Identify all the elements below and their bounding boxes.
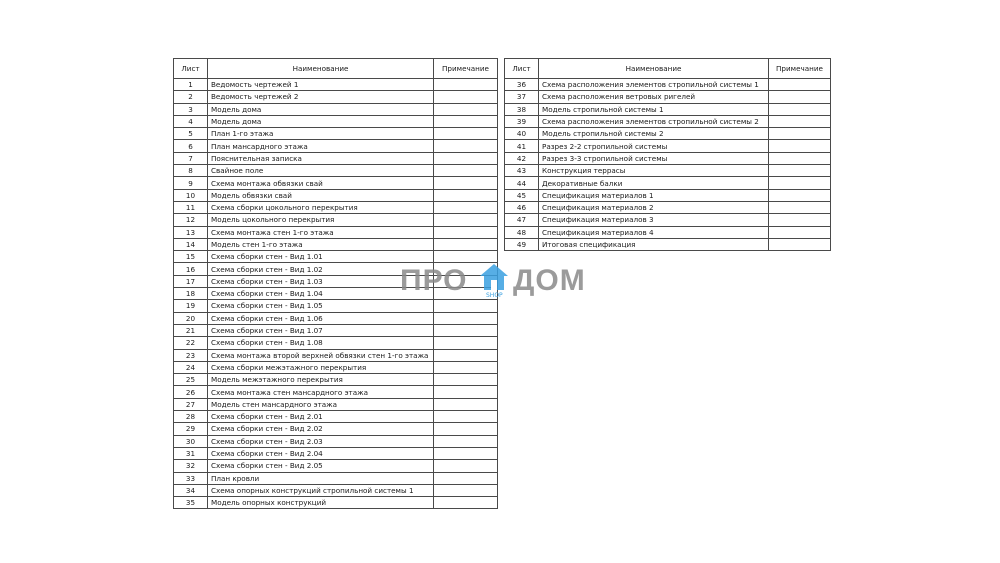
table-row <box>174 103 498 115</box>
sheet-number-cell: 13 <box>174 226 208 238</box>
table-row <box>505 238 831 250</box>
sheet-name-cell: Схема сборки межэтажного перекрытия <box>208 361 434 373</box>
sheet-name-cell: Декоративные балки <box>539 177 769 189</box>
note-cell <box>769 238 831 250</box>
table-row <box>174 435 498 447</box>
note-cell <box>769 115 831 127</box>
sheet-name-cell: Модель стропильной системы 1 <box>539 103 769 115</box>
sheet-number-cell: 25 <box>174 374 208 386</box>
sheet-number-cell: 7 <box>174 152 208 164</box>
sheet-number-cell: 38 <box>505 103 539 115</box>
table-row <box>505 79 831 91</box>
note-cell <box>434 201 498 213</box>
sheet-number-cell: 18 <box>174 288 208 300</box>
note-cell <box>434 447 498 459</box>
sheet-number-cell: 27 <box>174 398 208 410</box>
sheet-number-cell: 29 <box>174 423 208 435</box>
note-cell <box>769 152 831 164</box>
table-row <box>174 214 498 226</box>
logo-word-dom: ДОМ <box>513 264 586 297</box>
table-row <box>174 226 498 238</box>
table-row <box>174 484 498 496</box>
note-cell <box>434 103 498 115</box>
prodom-watermark-logo <box>400 262 600 302</box>
logo-word-pro: ПРО <box>400 264 468 297</box>
sheet-name-cell: План кровли <box>208 472 434 484</box>
table-header-row <box>505 59 831 79</box>
note-cell <box>769 79 831 91</box>
sheet-number-cell: 42 <box>505 152 539 164</box>
sheet-number-cell: 14 <box>174 238 208 250</box>
sheet-number-cell: 22 <box>174 337 208 349</box>
note-cell <box>769 177 831 189</box>
sheet-number-cell: 32 <box>174 460 208 472</box>
sheet-name-cell: Модель опорных конструкций <box>208 497 434 509</box>
note-cell <box>434 324 498 336</box>
sheet-number-cell: 49 <box>505 238 539 250</box>
sheet-name-cell: Схема расположения элементов стропильной системы 1 <box>539 79 769 91</box>
note-cell <box>434 349 498 361</box>
table-row <box>174 411 498 423</box>
note-cell <box>434 312 498 324</box>
sheet-number-cell: 2 <box>174 91 208 103</box>
note-cell <box>434 189 498 201</box>
table-row <box>174 201 498 213</box>
sheet-number-cell: 46 <box>505 201 539 213</box>
note-cell <box>769 103 831 115</box>
sheet-name-cell: Схема монтажа стен мансардного этажа <box>208 386 434 398</box>
note-cell <box>434 411 498 423</box>
table-row <box>505 165 831 177</box>
table-row <box>174 189 498 201</box>
sheet-number-cell: 45 <box>505 189 539 201</box>
sheet-name-cell: Модель дома <box>208 103 434 115</box>
sheet-number-cell: 23 <box>174 349 208 361</box>
table-row <box>505 115 831 127</box>
note-cell <box>434 460 498 472</box>
note-cell <box>434 374 498 386</box>
sheet-number-cell: 48 <box>505 226 539 238</box>
note-cell <box>434 152 498 164</box>
logo-subtitle: SHOP <box>486 292 503 299</box>
table-row <box>505 128 831 140</box>
sheet-name-cell: Модель межэтажного перекрытия <box>208 374 434 386</box>
sheet-name-cell: Спецификация материалов 4 <box>539 226 769 238</box>
sheet-name-cell: Разрез 2-2 стропильной системы <box>539 140 769 152</box>
table-row <box>174 238 498 250</box>
table-row <box>174 324 498 336</box>
table-row <box>174 472 498 484</box>
house-icon <box>478 262 510 294</box>
note-cell <box>434 386 498 398</box>
sheet-name-cell: Схема сборки стен - Вид 1.01 <box>208 251 434 263</box>
sheet-number-cell: 11 <box>174 201 208 213</box>
table-row <box>505 177 831 189</box>
table-row <box>174 177 498 189</box>
sheet-name-cell: Модель дома <box>208 115 434 127</box>
note-cell <box>769 214 831 226</box>
sheet-number-cell: 20 <box>174 312 208 324</box>
sheet-number-cell: 5 <box>174 128 208 140</box>
sheet-name-cell: Схема сборки стен - Вид 2.01 <box>208 411 434 423</box>
table-row <box>174 152 498 164</box>
sheet-name-cell: Свайное поле <box>208 165 434 177</box>
table-row <box>174 447 498 459</box>
table-row <box>174 91 498 103</box>
note-cell <box>434 337 498 349</box>
table-row <box>505 189 831 201</box>
sheet-name-cell: Ведомость чертежей 2 <box>208 91 434 103</box>
sheet-number-cell: 30 <box>174 435 208 447</box>
sheet-name-cell: Схема расположения элементов стропильной системы 2 <box>539 115 769 127</box>
sheet-number-cell: 44 <box>505 177 539 189</box>
sheet-number-cell: 21 <box>174 324 208 336</box>
table-row <box>174 312 498 324</box>
sheet-name-cell: Схема сборки стен - Вид 1.07 <box>208 324 434 336</box>
note-cell <box>434 435 498 447</box>
sheet-number-cell: 17 <box>174 275 208 287</box>
sheet-name-cell: Схема сборки стен - Вид 1.04 <box>208 288 434 300</box>
note-cell <box>434 128 498 140</box>
sheet-name-cell: Итоговая спецификация <box>539 238 769 250</box>
sheet-name-cell: Схема монтажа второй верхней обвязки стен 1-го этажа <box>208 349 434 361</box>
table-row <box>505 214 831 226</box>
table-row <box>505 103 831 115</box>
note-cell <box>434 361 498 373</box>
sheet-name-cell: Конструкция террасы <box>539 165 769 177</box>
sheet-number-cell: 1 <box>174 79 208 91</box>
note-cell <box>434 214 498 226</box>
note-cell <box>769 165 831 177</box>
note-cell <box>769 140 831 152</box>
header-note: Примечание <box>434 59 498 79</box>
table-row <box>174 386 498 398</box>
sheet-name-cell: Схема монтажа стен 1-го этажа <box>208 226 434 238</box>
sheet-name-cell: Спецификация материалов 2 <box>539 201 769 213</box>
sheet-name-cell: Схема сборки стен - Вид 2.05 <box>208 460 434 472</box>
sheet-number-cell: 8 <box>174 165 208 177</box>
sheet-number-cell: 33 <box>174 472 208 484</box>
sheet-number-cell: 24 <box>174 361 208 373</box>
note-cell <box>434 497 498 509</box>
note-cell <box>434 423 498 435</box>
table-row <box>505 91 831 103</box>
table-row <box>505 201 831 213</box>
sheet-number-cell: 41 <box>505 140 539 152</box>
sheet-number-cell: 16 <box>174 263 208 275</box>
sheet-name-cell: Схема монтажа обвязки свай <box>208 177 434 189</box>
table-row <box>174 115 498 127</box>
sheet-number-cell: 31 <box>174 447 208 459</box>
sheet-name-cell: Модель стропильной системы 2 <box>539 128 769 140</box>
table-row <box>174 140 498 152</box>
note-cell <box>434 484 498 496</box>
header-name: Наименование <box>208 59 434 79</box>
table-row <box>174 79 498 91</box>
sheet-name-cell: Модель стен мансардного этажа <box>208 398 434 410</box>
note-cell <box>769 226 831 238</box>
note-cell <box>769 91 831 103</box>
sheet-number-cell: 6 <box>174 140 208 152</box>
sheet-name-cell: План 1-го этажа <box>208 128 434 140</box>
note-cell <box>434 140 498 152</box>
note-cell <box>769 201 831 213</box>
sheet-number-cell: 9 <box>174 177 208 189</box>
sheet-name-cell: Схема сборки стен - Вид 2.03 <box>208 435 434 447</box>
header-name: Наименование <box>539 59 769 79</box>
sheet-number-cell: 39 <box>505 115 539 127</box>
sheet-number-cell: 28 <box>174 411 208 423</box>
sheet-name-cell: Схема расположения ветровых ригелей <box>539 91 769 103</box>
sheet-name-cell: Схема сборки стен - Вид 1.02 <box>208 263 434 275</box>
sheet-name-cell: Схема сборки стен - Вид 1.08 <box>208 337 434 349</box>
sheet-number-cell: 43 <box>505 165 539 177</box>
table-row <box>174 374 498 386</box>
sheet-name-cell: Ведомость чертежей 1 <box>208 79 434 91</box>
drawings-list-table-right <box>504 58 831 251</box>
table-row <box>174 337 498 349</box>
table-header-row <box>174 59 498 79</box>
note-cell <box>434 177 498 189</box>
sheet-number-cell: 35 <box>174 497 208 509</box>
table-row <box>505 226 831 238</box>
table-body-right <box>505 79 831 251</box>
header-sheet: Лист <box>505 59 539 79</box>
table-row <box>174 361 498 373</box>
table-row <box>174 165 498 177</box>
sheet-name-cell: Схема сборки стен - Вид 1.06 <box>208 312 434 324</box>
note-cell <box>434 398 498 410</box>
sheet-number-cell: 34 <box>174 484 208 496</box>
table-row <box>174 423 498 435</box>
sheet-name-cell: Модель цокольного перекрытия <box>208 214 434 226</box>
sheet-number-cell: 47 <box>505 214 539 226</box>
note-cell <box>434 79 498 91</box>
sheet-name-cell: Схема сборки стен - Вид 1.05 <box>208 300 434 312</box>
sheet-name-cell: Модель стен 1-го этажа <box>208 238 434 250</box>
sheet-number-cell: 12 <box>174 214 208 226</box>
sheet-name-cell: Схема сборки цокольного перекрытия <box>208 201 434 213</box>
sheet-name-cell: Схема сборки стен - Вид 2.02 <box>208 423 434 435</box>
sheet-number-cell: 15 <box>174 251 208 263</box>
sheet-name-cell: Схема опорных конструкций стропильной системы 1 <box>208 484 434 496</box>
sheet-name-cell: Схема сборки стен - Вид 1.03 <box>208 275 434 287</box>
sheet-number-cell: 19 <box>174 300 208 312</box>
sheet-name-cell: Спецификация материалов 1 <box>539 189 769 201</box>
note-cell <box>434 91 498 103</box>
table-row <box>174 128 498 140</box>
sheet-name-cell: План мансардного этажа <box>208 140 434 152</box>
sheet-number-cell: 4 <box>174 115 208 127</box>
note-cell <box>769 189 831 201</box>
note-cell <box>434 165 498 177</box>
note-cell <box>434 238 498 250</box>
sheet-number-cell: 36 <box>505 79 539 91</box>
sheet-number-cell: 37 <box>505 91 539 103</box>
table-row <box>174 349 498 361</box>
note-cell <box>434 472 498 484</box>
sheet-number-cell: 3 <box>174 103 208 115</box>
table-row <box>505 140 831 152</box>
sheet-name-cell: Пояснительная записка <box>208 152 434 164</box>
sheet-name-cell: Спецификация материалов 3 <box>539 214 769 226</box>
sheet-name-cell: Разрез 3-3 стропильной системы <box>539 152 769 164</box>
table-row <box>174 497 498 509</box>
sheet-number-cell: 26 <box>174 386 208 398</box>
table-row <box>505 152 831 164</box>
note-cell <box>434 226 498 238</box>
sheet-name-cell: Схема сборки стен - Вид 2.04 <box>208 447 434 459</box>
note-cell <box>434 115 498 127</box>
header-sheet: Лист <box>174 59 208 79</box>
sheet-number-cell: 40 <box>505 128 539 140</box>
table-row <box>174 398 498 410</box>
sheet-number-cell: 10 <box>174 189 208 201</box>
table-row <box>174 460 498 472</box>
sheet-name-cell: Модель обвязки свай <box>208 189 434 201</box>
note-cell <box>769 128 831 140</box>
header-note: Примечание <box>769 59 831 79</box>
